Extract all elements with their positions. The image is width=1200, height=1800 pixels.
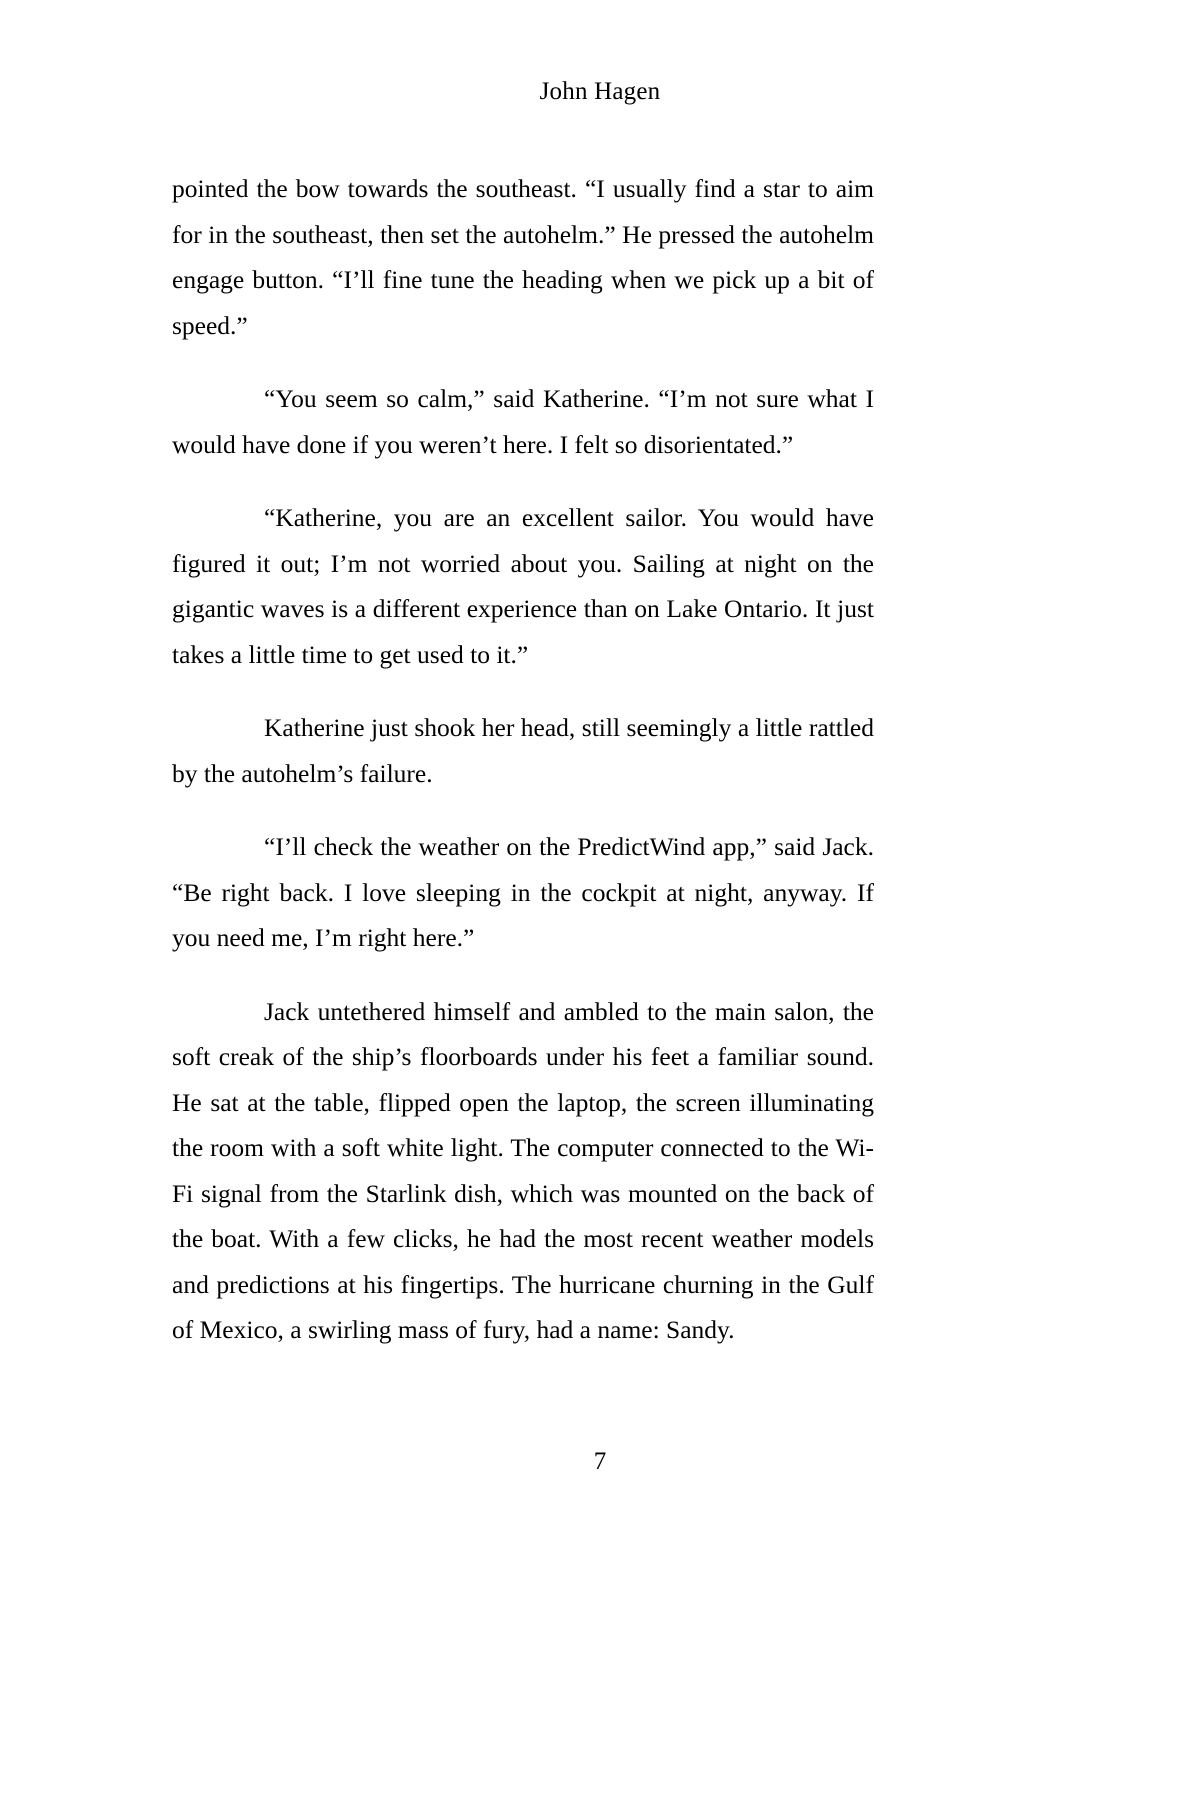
paragraph-2: “You seem so calm,” said Katherine. “I’m not sure what I would have done if you weren’t here. I felt so disorientated.” (172, 384, 874, 459)
paragraph-3: “Katherine, you are an excellent sailor. You would have figured it out; I’m not worried about you. Sailing at night on the gigantic waves is a different experience than on Lake Ontario. It just takes a little time to get used to it.” (172, 503, 874, 669)
body-text-block (172, 166, 874, 1353)
paragraph-1: pointed the bow towards the southeast. “I usually find a star to aim for in the southeast, then set the autohelm.” He pressed the autohelm engage button. “I’ll fine tune the heading when we pick up a bit of speed.” (172, 174, 874, 340)
paragraph-6: Jack untethered himself and ambled to the main salon, the soft creak of the ship’s floorboards under his feet a familiar sound. He sat at the table, flipped open the laptop, the screen illuminating the room with a soft white light. The computer connected to the Wi-Fi signal from the Starlink dish, which was mounted on the back of the boat. With a few clicks, he had the most recent weather models and predictions at his fingertips. The hurricane churning in the Gulf of Mexico, a swirling mass of fury, had a name: Sandy. (172, 996, 874, 1344)
running-header-author: John Hagen (539, 78, 661, 105)
page-number: 7 (593, 1448, 607, 1475)
paragraph-4: Katherine just shook her head, still seemingly a little rattled by the autohelm’s failure. (172, 713, 874, 788)
paragraph-5: “I’ll check the weather on the PredictWind app,” said Jack. “Be right back. I love sleeping in the cockpit at night, anyway. If you need me, I’m right here.” (172, 832, 874, 952)
